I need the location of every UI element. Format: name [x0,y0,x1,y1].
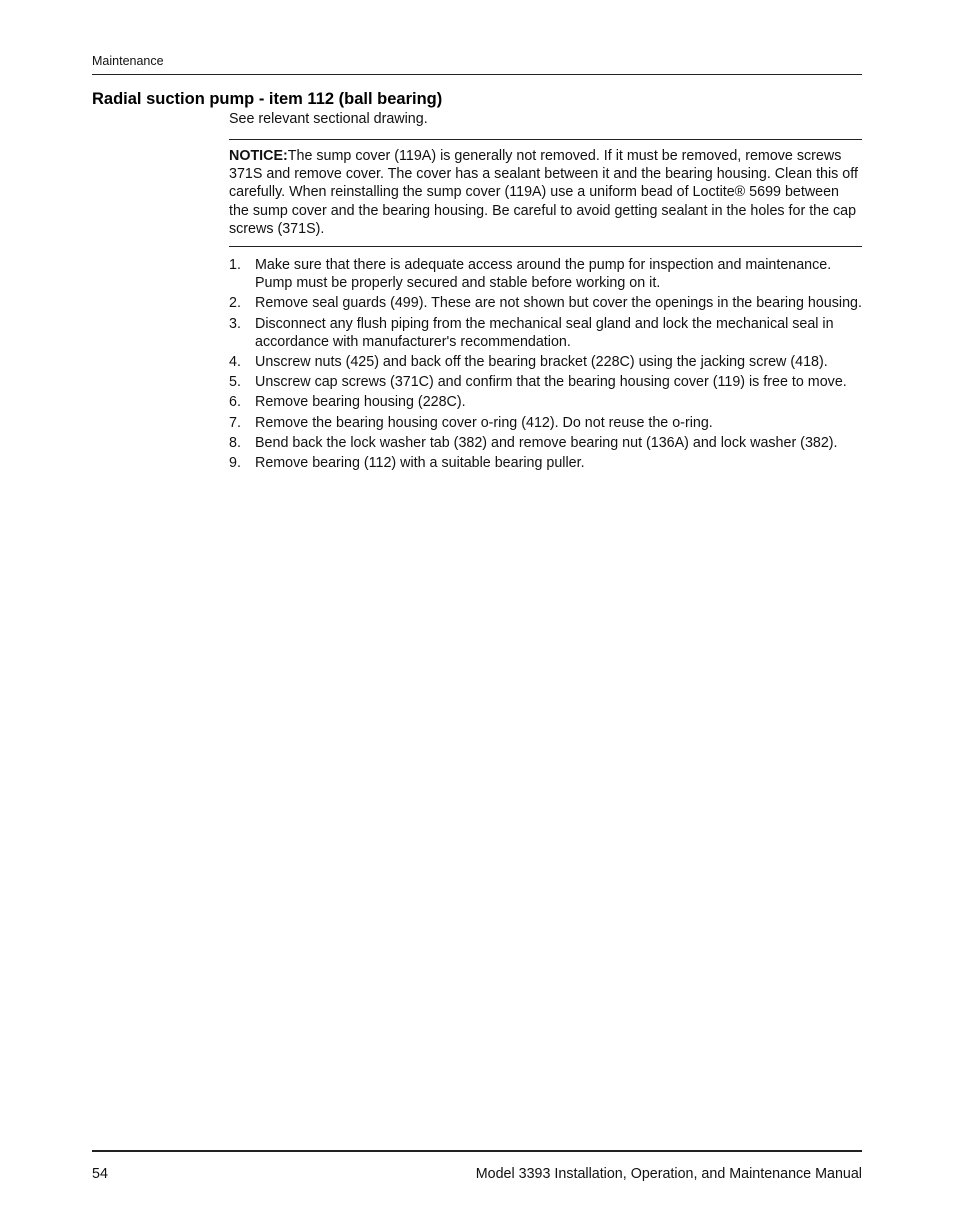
step-text: Remove bearing (112) with a suitable bearing puller. [255,455,585,472]
step-text: Make sure that there is adequate access around the pump for inspection and maintenance. Pump must be properly secured and stable before working on it. [255,257,832,292]
step-item [229,434,864,452]
step-text: Remove the bearing housing cover o-ring (412). Do not reuse the o-ring. [255,414,713,431]
manual-title: Model 3393 Installation, Operation, and Maintenance Manual [475,1166,862,1182]
step-item [229,294,864,312]
step-item [229,373,864,391]
step-text: Bend back the lock washer tab (382) and remove bearing nut (136A) and lock washer (382). [255,434,838,451]
notice-text: The sump cover (119A) is generally not removed. If it must be removed, remove screws 371S and remove cover. The cover has a sealant between it and the bearing housing. Clean this off carefully. When reinstalling the sump cover (119A) use a uniform bead of Loctite® 5699 between the sump cover and the bearing housing. Be careful to avoid getting sealant in the holes for the cap screws (371S). [229,148,858,237]
notice-box [229,139,862,247]
step-text: Remove bearing housing (228C). [255,394,466,411]
step-number: 5. [229,374,241,391]
header-divider [92,74,862,75]
step-item [229,454,864,472]
step-number: 8. [229,434,241,451]
notice-label: NOTICE: [229,148,288,164]
step-item [229,414,864,432]
step-number: 4. [229,354,241,371]
step-text: Disconnect any flush piping from the mechanical seal gland and lock the mechanical seal in accordance with manufacturer's recommendation. [255,315,834,350]
footer-divider [92,1150,862,1152]
intro-text: See relevant sectional drawing. [229,111,428,127]
step-number: 9. [229,455,241,472]
step-text: Unscrew cap screws (371C) and confirm that the bearing housing cover (119) is free to move. [255,374,847,391]
running-header: Maintenance [92,54,164,68]
step-number: 6. [229,394,241,411]
step-number: 1. [229,257,241,273]
page-number: 54 [92,1166,108,1182]
step-item [229,393,864,411]
procedure-steps [229,256,864,474]
step-number: 2. [229,295,241,312]
step-text: Remove seal guards (499). These are not shown but cover the openings in the bearing housing. [255,295,862,312]
step-number: 7. [229,414,241,431]
step-number: 3. [229,315,241,332]
section-title: Radial suction pump - item 112 (ball bearing) [92,90,443,108]
step-item [229,256,864,292]
step-text: Unscrew nuts (425) and back off the bearing bracket (228C) using the jacking screw (418). [255,354,828,371]
step-item [229,353,864,371]
step-item [229,315,864,351]
